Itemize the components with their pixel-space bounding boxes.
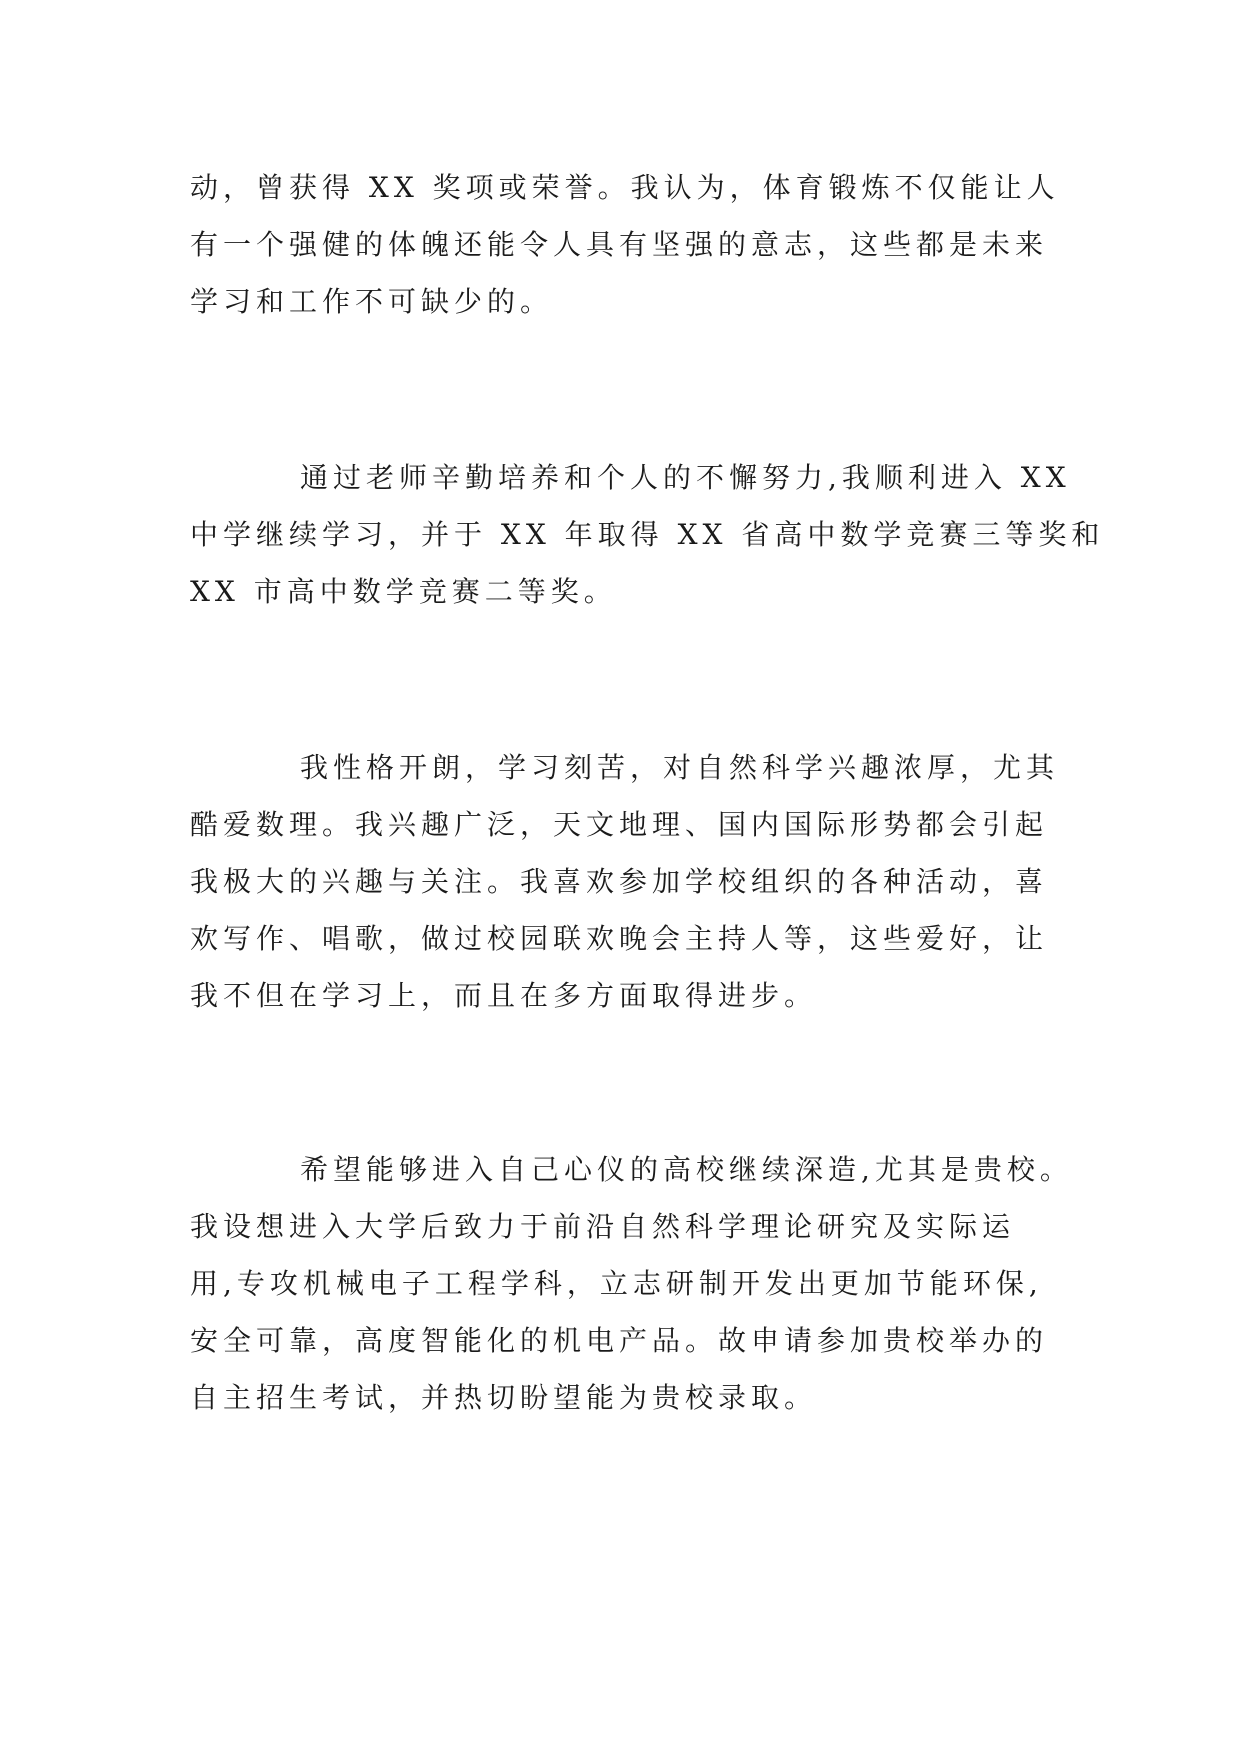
text-line: 我不但在学习上，而且在多方面取得进步。 <box>190 979 818 1012</box>
text-line: 酷爱数理。我兴趣广泛，天文地理、国内国际形势都会引起 <box>190 808 1049 841</box>
text-line: 欢写作、唱歌，做过校园联欢晚会主持人等，这些爱好，让 <box>190 922 1049 955</box>
text-line: 学习和工作不可缺少的。 <box>190 285 554 318</box>
paragraph-aspiration <box>190 1141 1073 1426</box>
paragraph-personality <box>190 739 1070 1024</box>
text-line: 有一个强健的体魄还能令人具有坚强的意志，这些都是未来 <box>190 228 1049 261</box>
text-line: 通过老师辛勤培养和个人的不懈努力,我顺利进入 XX <box>300 461 1071 494</box>
text-line: 动，曾获得 XX 奖项或荣誉。我认为，体育锻炼不仅能让人 <box>190 171 1060 204</box>
paragraph-awards <box>190 449 1105 620</box>
text-line: 希望能够进入自己心仪的高校继续深造,尤其是贵校。 <box>300 1153 1073 1186</box>
text-line: 安全可靠，高度智能化的机电产品。故申请参加贵校举办的 <box>190 1324 1049 1357</box>
text-line: 我设想进入大学后致力于前沿自然科学理论研究及实际运 <box>190 1210 1016 1243</box>
text-line: XX 市高中数学竞赛二等奖。 <box>190 575 617 608</box>
text-line: 我性格开朗，学习刻苦，对自然科学兴趣浓厚，尤其 <box>300 751 1060 784</box>
text-line: 我极大的兴趣与关注。我喜欢参加学校组织的各种活动，喜 <box>190 865 1049 898</box>
text-line: 用,专攻机械电子工程学科，立志研制开发出更加节能环保, <box>190 1267 1043 1300</box>
text-line: 自主招生考试，并热切盼望能为贵校录取。 <box>190 1381 818 1414</box>
paragraph-sports <box>190 159 1070 330</box>
text-line: 中学继续学习，并于 XX 年取得 XX 省高中数学竞赛三等奖和 <box>190 518 1105 551</box>
